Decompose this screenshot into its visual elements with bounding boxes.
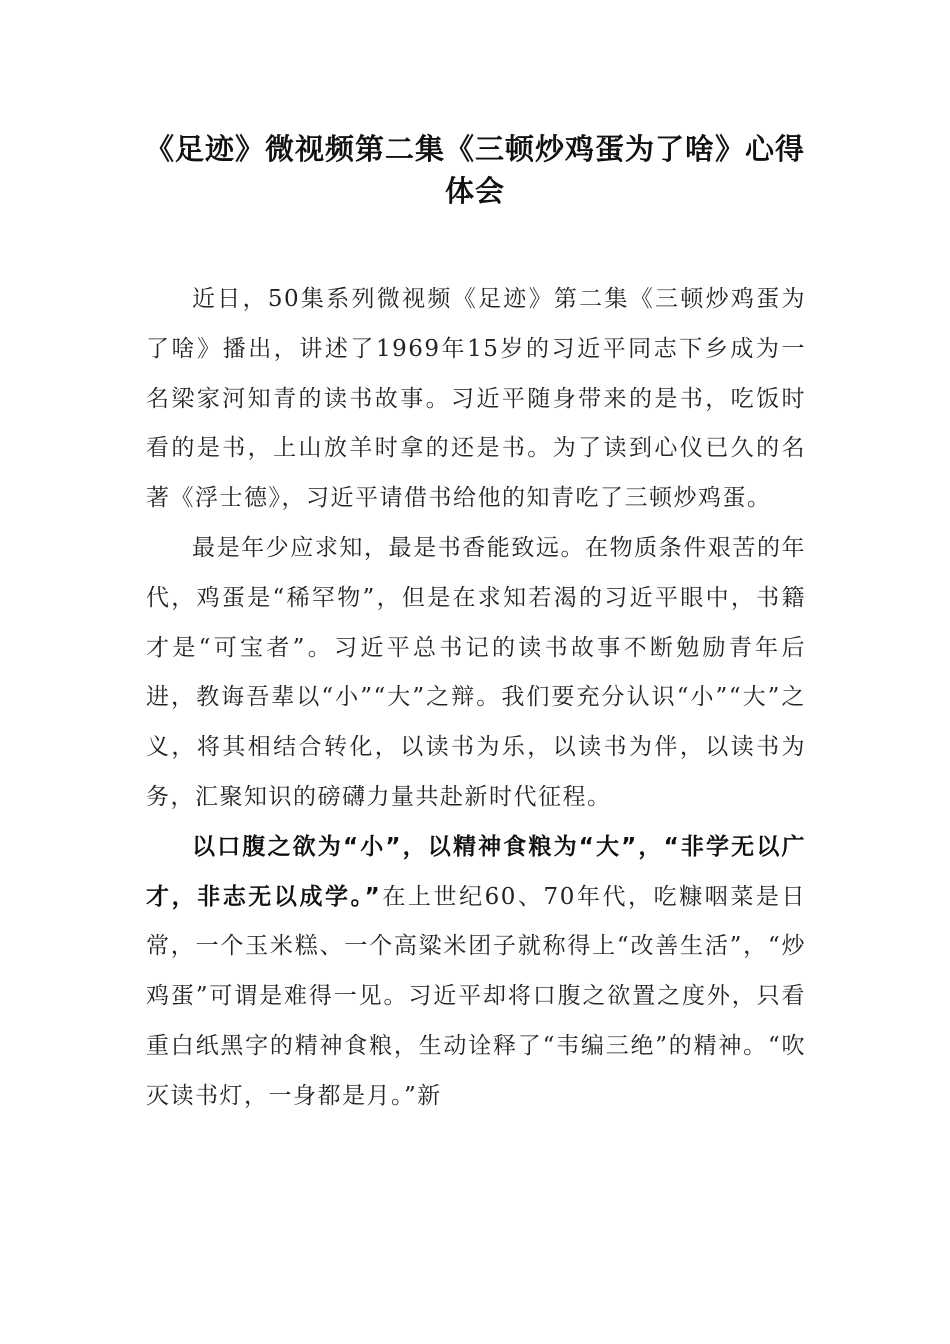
paragraph-3-text: 在上世纪60、70年代，吃糠咽菜是日常，一个玉米糕、一个高粱米团子就称得上“改善生活”，“炒鸡蛋”可谓是难得一见。习近平却将口腹之欲置之度外，只看重白纸黑字的精神食粮，生动诠释了“韦编三绝”的精神。“吹灭读书灯，一身都是月。”新 — [146, 883, 806, 1109]
paragraph-3-bold-lead: 以口腹之欲为“小”，以精神食粮为“大”，“非学无以广才，非志无以成学。” — [146, 833, 806, 910]
paragraph-1 — [146, 275, 806, 524]
paragraph-2-text: 最是年少应求知，最是书香能致远。在物质条件艰苦的年代，鸡蛋是“稀罕物”，但是在求知若渴的习近平眼中，书籍才是“可宝者”。习近平总书记的读书故事不断勉励青年后进，教诲吾辈以“小”“大”之辩。我们要充分认识“小”“大”之义，将其相结合转化，以读书为乐，以读书为伴，以读书为务，汇聚知识的磅礴力量共赴新时代征程。 — [146, 534, 806, 810]
paragraph-1-text: 近日，50集系列微视频《足迹》第二集《三顿炒鸡蛋为了啥》播出，讲述了1969年15岁的习近平同志下乡成为一名梁家河知青的读书故事。习近平随身带来的是书，吃饭时看的是书，上山放羊时拿的还是书。为了读到心仪已久的名著《浮士德》，习近平请借书给他的知青吃了三顿炒鸡蛋。 — [146, 286, 806, 512]
paragraph-3 — [146, 823, 806, 1122]
paragraph-2 — [146, 524, 806, 823]
document-title: 《足迹》微视频第二集《三顿炒鸡蛋为了啥》心得体会 — [144, 132, 805, 208]
document-body — [146, 275, 806, 1122]
